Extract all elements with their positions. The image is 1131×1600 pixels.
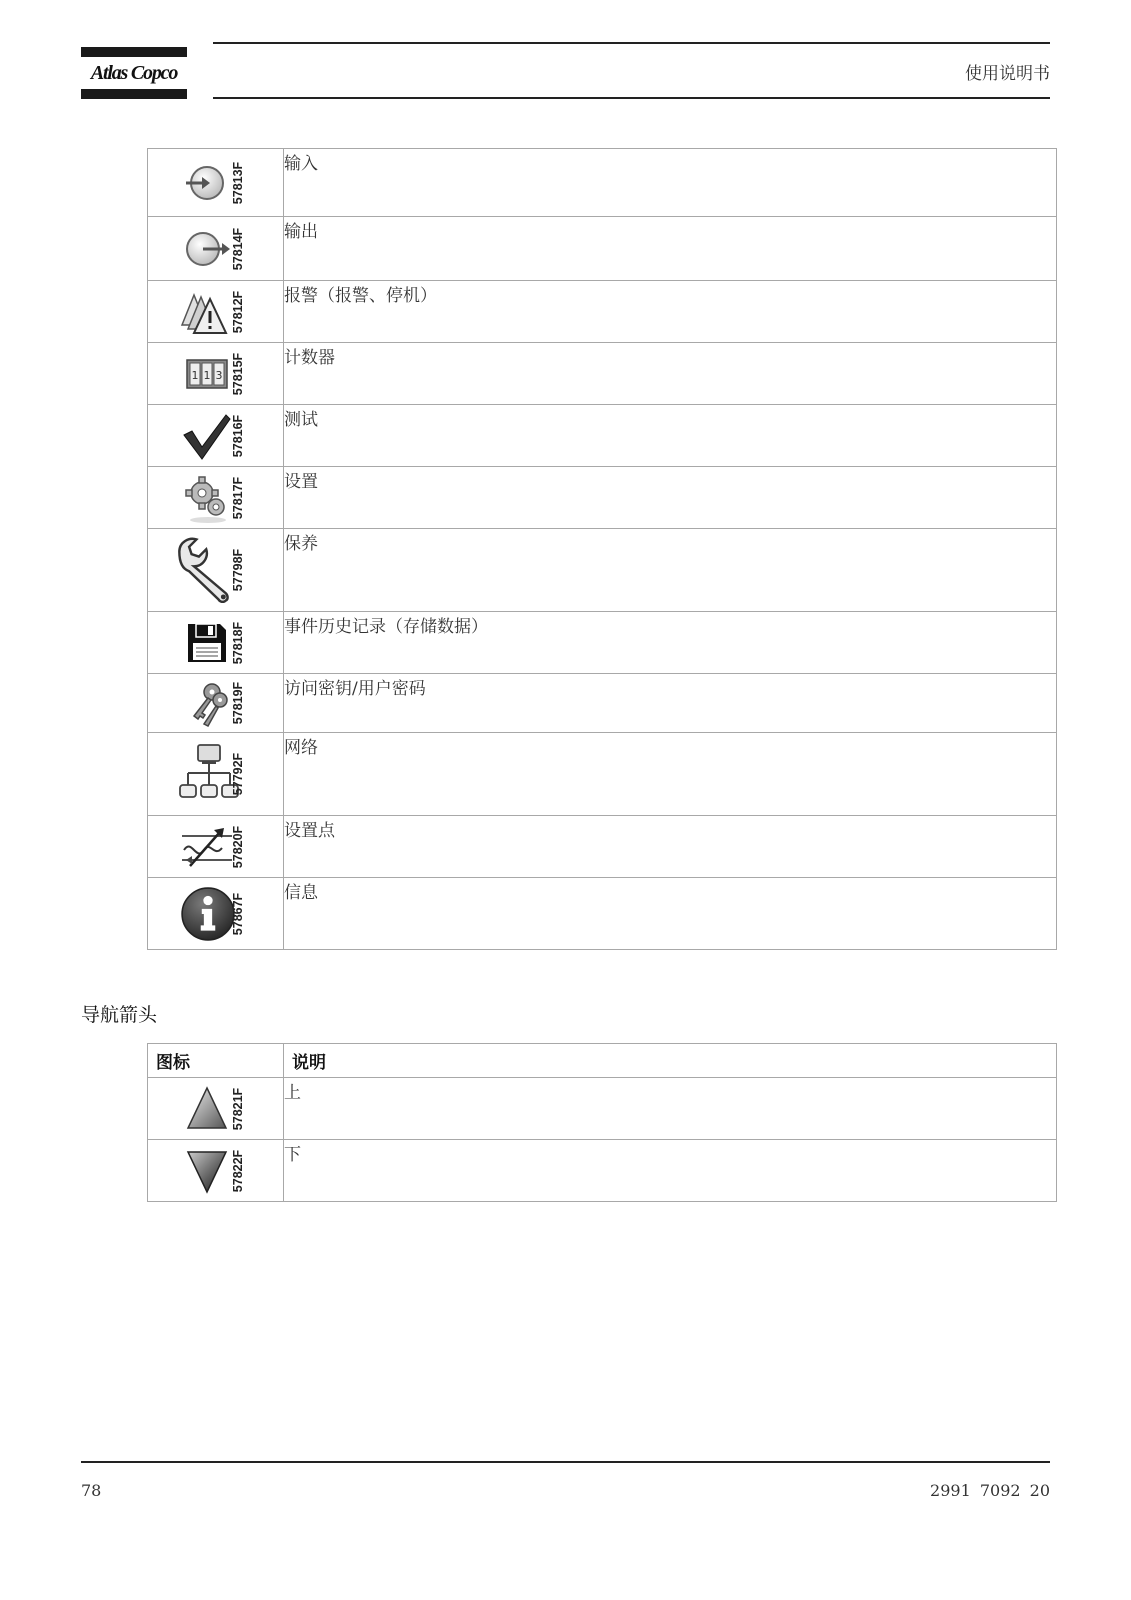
output-icon (180, 222, 234, 276)
row-label: 上 (284, 1078, 1057, 1140)
icon-code: 57867F (231, 892, 245, 935)
icon-cell (148, 1078, 284, 1140)
table-header-row (148, 1044, 1057, 1078)
icon-cell (148, 217, 284, 281)
icon-code: 57820F (231, 825, 245, 868)
nav-arrow-table (147, 1043, 1057, 1202)
section-title: 导航箭头 (81, 1004, 158, 1026)
input-icon (180, 156, 234, 210)
logo-bar-bottom (81, 89, 187, 99)
header-title: 使用说明书 (965, 64, 1050, 84)
table-row (148, 816, 1057, 878)
table-row (148, 878, 1057, 950)
svg-text:3: 3 (215, 368, 223, 382)
header-rule-bottom (213, 97, 1050, 99)
row-label: 设置点 (284, 816, 1057, 878)
info-icon (180, 886, 236, 942)
setpoint-icon (180, 820, 234, 874)
icon-code: 57819F (231, 681, 245, 725)
table-row (148, 1078, 1057, 1140)
atlas-copco-logo (81, 47, 187, 99)
table-row (148, 467, 1057, 529)
icon-code: 57798F (231, 548, 245, 592)
icon-code: 57822F (231, 1149, 245, 1192)
icon-code: 57813F (231, 161, 245, 204)
row-label: 信息 (284, 878, 1057, 950)
arrow-down-icon (180, 1144, 234, 1198)
row-label: 事件历史记录（存储数据） (284, 612, 1057, 674)
row-label: 测试 (284, 405, 1057, 467)
table-row (148, 674, 1057, 733)
icon-code: 57816F (231, 414, 245, 457)
checkmark-icon (180, 409, 234, 463)
row-label: 计数器 (284, 343, 1057, 405)
icon-cell (148, 529, 284, 612)
table-row (148, 281, 1057, 343)
icon-cell (148, 467, 284, 529)
row-label: 网络 (284, 733, 1057, 816)
header-icon: 图标 (148, 1044, 284, 1078)
icon-cell (148, 816, 284, 878)
table-row (148, 612, 1057, 674)
table-row (148, 149, 1057, 217)
icon-code: 57815F (231, 352, 245, 395)
table-row (148, 733, 1057, 816)
icon-cell (148, 878, 284, 950)
logo-brand-text: Atlas Copco (90, 62, 178, 84)
table-row (148, 529, 1057, 612)
counter-icon (180, 347, 234, 401)
arrow-up-icon (180, 1082, 234, 1136)
floppy-disk-icon (180, 616, 234, 670)
icon-cell (148, 674, 284, 733)
row-label: 下 (284, 1140, 1057, 1202)
row-label: 输出 (284, 217, 1057, 281)
icon-code: 57814F (231, 227, 245, 270)
gears-icon (180, 471, 234, 525)
row-label: 输入 (284, 149, 1057, 217)
logo-bar-top (81, 47, 187, 57)
row-label: 报警（报警、停机） (284, 281, 1057, 343)
row-label: 保养 (284, 529, 1057, 612)
row-label: 访问密钥/用户密码 (284, 674, 1057, 733)
table-row (148, 1140, 1057, 1202)
header-rule-top (213, 42, 1050, 44)
icon-code: 57812F (231, 290, 245, 333)
icon-cell (148, 733, 284, 816)
row-label: 设置 (284, 467, 1057, 529)
svg-text:1: 1 (191, 368, 199, 382)
alarm-icon (180, 285, 234, 339)
document-number: 2991 7092 20 (930, 1481, 1050, 1500)
icon-cell (148, 149, 284, 217)
icon-cell (148, 281, 284, 343)
svg-text:1: 1 (203, 368, 211, 382)
header-description: 说明 (284, 1044, 1057, 1078)
icon-code: 57818F (231, 621, 245, 664)
page-number: 78 (81, 1481, 102, 1500)
icon-code: 57792F (231, 752, 245, 796)
icon-cell (148, 343, 284, 405)
icon-code: 57821F (231, 1087, 245, 1130)
keys-icon (180, 676, 234, 730)
footer-rule (81, 1461, 1050, 1463)
table-row (148, 405, 1057, 467)
icon-cell (148, 1140, 284, 1202)
table-row (148, 343, 1057, 405)
icon-code: 57817F (231, 476, 245, 519)
wrench-icon (172, 537, 238, 603)
icon-table (147, 148, 1057, 950)
icon-cell (148, 612, 284, 674)
icon-cell (148, 405, 284, 467)
table-row (148, 217, 1057, 281)
